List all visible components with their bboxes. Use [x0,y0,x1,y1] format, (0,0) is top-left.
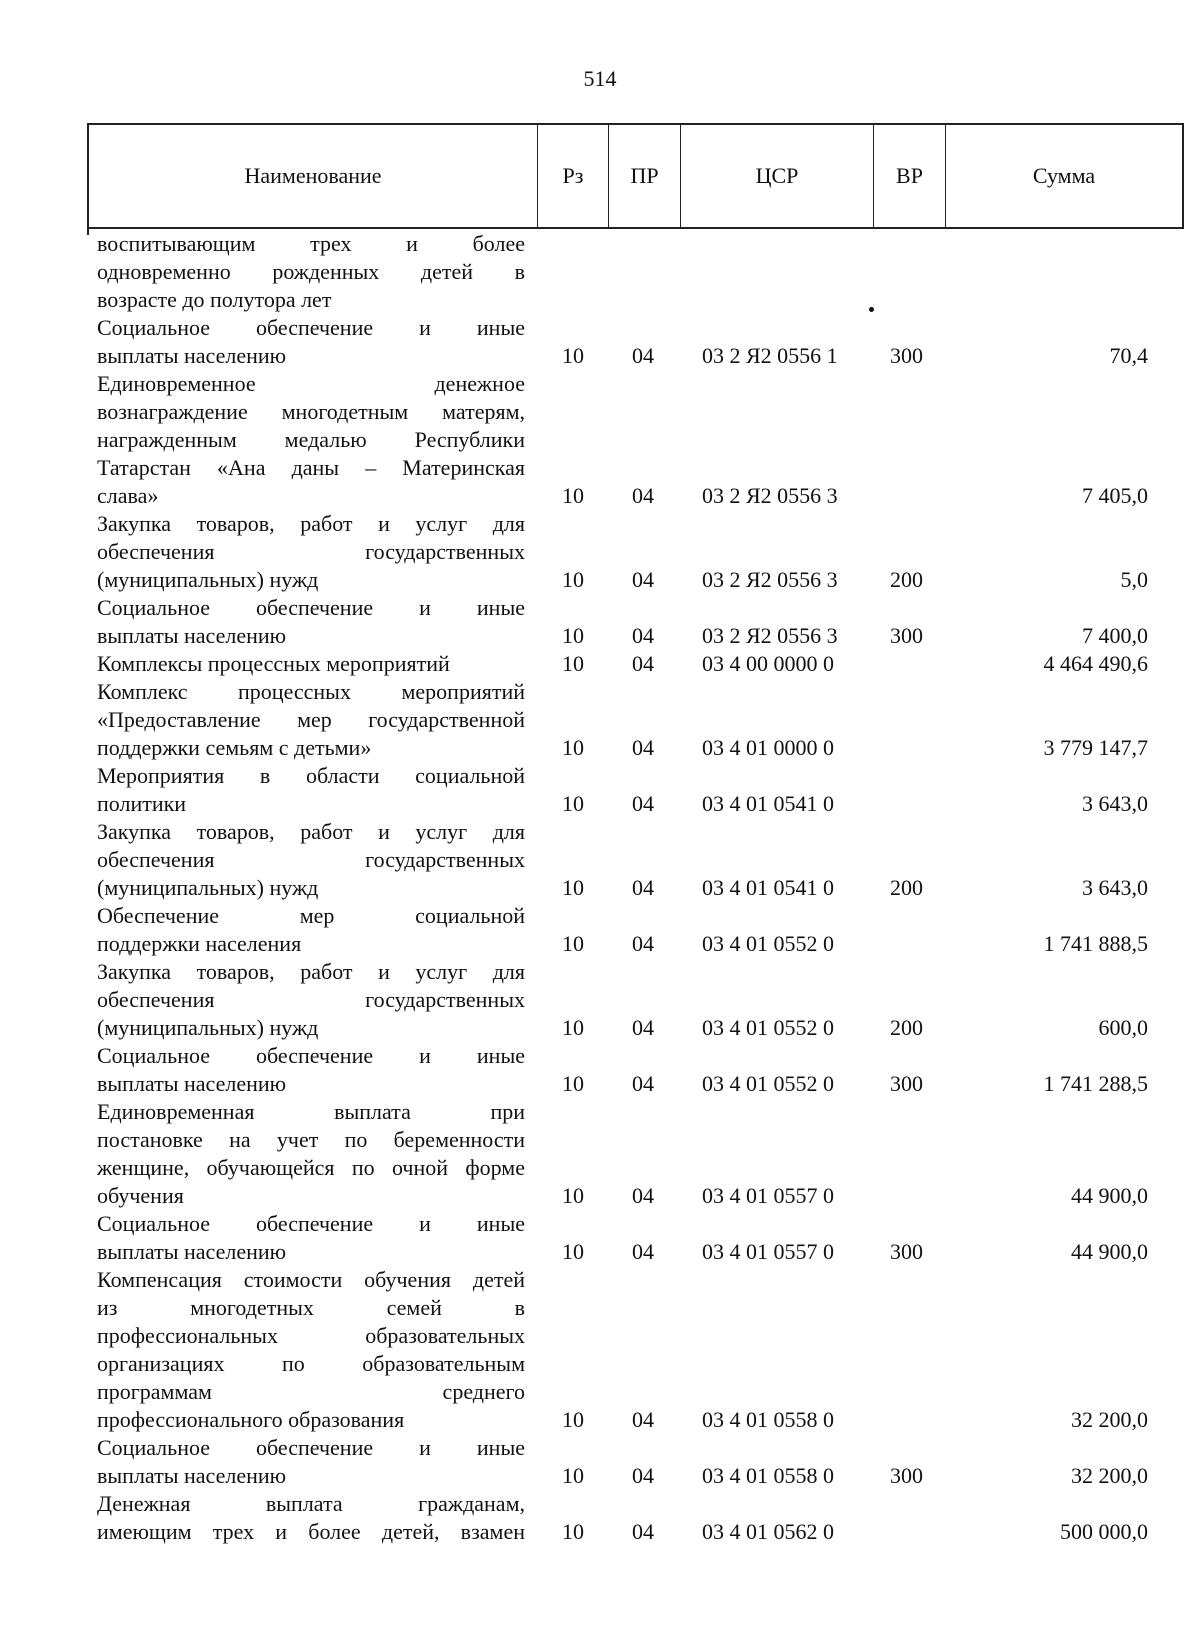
cell-pr: 04 [632,567,654,592]
row-name-line: женщине, обучающейся по очной форме [97,1155,525,1180]
cell-pr: 04 [632,1015,654,1040]
row-name-line: выплаты населению [97,343,287,368]
row-name [97,1266,525,1434]
cell-csr: 03 2 Я2 0556 3 [702,483,838,508]
row-name-line: поддержки семьям с детьми» [97,735,372,760]
row-name [97,1210,525,1266]
row-name-line: обеспечения государственных [97,539,525,564]
table-row [0,1434,1200,1490]
cell-rz: 10 [562,651,584,676]
table-row [0,314,1200,370]
cell-sum: 600,0 [1098,1015,1148,1040]
cell-pr: 04 [632,651,654,676]
row-name-line: постановке на учет по беременности [97,1127,525,1152]
cell-sum: 44 900,0 [1071,1239,1148,1264]
cell-vr: 300 [890,623,923,648]
cell-sum: 32 200,0 [1071,1407,1148,1432]
cell-pr: 04 [632,735,654,760]
cell-sum: 70,4 [1109,343,1148,368]
row-name-line: выплаты населению [97,1463,287,1488]
row-name [97,762,525,818]
row-name [97,958,525,1042]
row-name-line: возрасте до полутора лет [97,287,332,312]
cell-sum: 4 464 490,6 [1043,651,1148,676]
cell-pr: 04 [632,791,654,816]
cell-sum: 7 400,0 [1082,623,1148,648]
row-name [97,650,525,678]
row-name-line: профессионального образования [97,1407,405,1432]
cell-pr: 04 [632,1463,654,1488]
row-name [97,1098,525,1210]
header-rz: Рз [538,125,609,227]
cell-pr: 04 [632,875,654,900]
row-name-line: Мероприятия в области социальной [97,763,525,788]
row-name-line: выплаты населению [97,623,287,648]
header-pr: ПР [609,125,681,227]
row-name [97,902,525,958]
row-name-line: Закупка товаров, работ и услуг для [97,819,525,844]
cell-rz: 10 [562,875,584,900]
cell-csr: 03 2 Я2 0556 1 [702,343,838,368]
table-row [0,818,1200,902]
header-vr: ВР [874,125,946,227]
cell-sum: 3 643,0 [1082,875,1148,900]
cell-rz: 10 [562,931,584,956]
cell-rz: 10 [562,343,584,368]
page-number: 514 [583,66,617,91]
row-name-line: Закупка товаров, работ и услуг для [97,959,525,984]
row-name-line: (муниципальных) нужд [97,1015,319,1040]
row-name [97,818,525,902]
cell-csr: 03 4 01 0552 0 [702,931,834,956]
table-row [0,510,1200,594]
row-name-line: организациях по образовательным [97,1351,525,1376]
row-name-line: обучения [97,1183,184,1208]
cell-csr: 03 4 01 0562 0 [702,1519,834,1544]
cell-csr: 03 4 01 0558 0 [702,1463,834,1488]
cell-pr: 04 [632,1239,654,1264]
cell-vr: 300 [890,1463,923,1488]
row-name-line: Социальное обеспечение и иные [97,1435,525,1460]
table-row [0,1490,1200,1546]
cell-csr: 03 4 01 0558 0 [702,1407,834,1432]
header-sum: Сумма [1032,163,1096,188]
cell-pr: 04 [632,1071,654,1096]
table-row [0,230,1200,314]
row-name [97,230,525,314]
row-name-line: программам среднего [97,1379,525,1404]
cell-rz: 10 [562,483,584,508]
cell-csr: 03 4 01 0552 0 [702,1015,834,1040]
row-name-line: профессиональных образовательных [97,1323,525,1348]
row-name-line: Единовременная выплата при [97,1099,525,1124]
cell-sum: 1 741 888,5 [1043,931,1148,956]
cell-pr: 04 [632,1407,654,1432]
cell-pr: 04 [632,343,654,368]
cell-vr: 300 [890,1239,923,1264]
table-row [0,1266,1200,1434]
cell-rz: 10 [562,1463,584,1488]
cell-sum: 44 900,0 [1071,1183,1148,1208]
row-name [97,510,525,594]
row-name-line: Обеспечение мер социальной [97,903,525,928]
row-name-line: (муниципальных) нужд [97,567,319,592]
table-row [0,958,1200,1042]
row-name-line: «Предоставление мер государственной [97,707,525,732]
row-name-line: из многодетных семей в [97,1295,525,1320]
cell-rz: 10 [562,1519,584,1544]
row-name-line: Социальное обеспечение и иные [97,1211,525,1236]
header-name: Наименование [89,125,538,227]
row-name-line: выплаты населению [97,1071,287,1096]
cell-csr: 03 4 01 0000 0 [702,735,834,760]
cell-csr: 03 4 01 0541 0 [702,791,834,816]
cell-rz: 10 [562,1015,584,1040]
row-name-line: вознаграждение многодетным матерям, [97,399,525,424]
cell-csr: 03 4 01 0557 0 [702,1183,834,1208]
cell-vr: 300 [890,1071,923,1096]
cell-csr: 03 2 Я2 0556 3 [702,623,838,648]
cell-csr: 03 4 01 0557 0 [702,1239,834,1264]
row-name-line: (муниципальных) нужд [97,875,319,900]
cell-rz: 10 [562,1407,584,1432]
table-row [0,650,1200,678]
cell-sum: 500 000,0 [1060,1519,1148,1544]
row-name [97,594,525,650]
row-name-line: Комплексы процессных мероприятий [97,651,450,676]
row-name-line: политики [97,791,187,816]
row-name-line: поддержки населения [97,931,302,956]
cell-vr: 200 [890,567,923,592]
cell-sum: 32 200,0 [1071,1463,1148,1488]
cell-csr: 03 4 01 0541 0 [702,875,834,900]
table-row [0,678,1200,762]
row-name [97,1490,525,1546]
table-row [0,594,1200,650]
row-name-line: одновременно рожденных детей в [97,259,525,284]
row-name-line: Денежная выплата гражданам, [97,1491,525,1516]
row-name [97,314,525,370]
table-row [0,1098,1200,1210]
row-name-line: Комплекс процессных мероприятий [97,679,525,704]
cell-rz: 10 [562,1239,584,1264]
cell-sum: 1 741 288,5 [1043,1071,1148,1096]
cell-vr: 200 [890,875,923,900]
cell-rz: 10 [562,1071,584,1096]
row-name-line: Компенсация стоимости обучения детей [97,1267,525,1292]
table-row [0,370,1200,510]
row-name-line: Закупка товаров, работ и услуг для [97,511,525,536]
row-name-line: награжденным медалью Республики [97,427,525,452]
cell-rz: 10 [562,1183,584,1208]
cell-pr: 04 [632,1519,654,1544]
row-name-line: Социальное обеспечение и иные [97,595,525,620]
cell-vr: 200 [890,1015,923,1040]
cell-pr: 04 [632,1183,654,1208]
row-name [97,370,525,510]
row-name-line: имеющим трех и более детей, взамен [97,1519,525,1544]
cell-vr: 300 [890,343,923,368]
cell-pr: 04 [632,931,654,956]
row-name [97,1042,525,1098]
row-name-line: воспитывающим трех и более [97,231,525,256]
table-row [0,762,1200,818]
cell-rz: 10 [562,623,584,648]
row-name-line: обеспечения государственных [97,987,525,1012]
header-csr: ЦСР [681,125,874,227]
cell-sum: 3 643,0 [1082,791,1148,816]
row-name [97,678,525,762]
cell-csr: 03 2 Я2 0556 3 [702,567,838,592]
table-row [0,1210,1200,1266]
cell-csr: 03 4 01 0552 0 [702,1071,834,1096]
cell-sum: 7 405,0 [1082,483,1148,508]
row-name-line: Татарстан «Ана даны – Материнская [97,455,525,480]
table-row [0,1042,1200,1098]
cell-rz: 10 [562,735,584,760]
cell-sum: 3 779 147,7 [1043,735,1148,760]
cell-rz: 10 [562,567,584,592]
row-name-line: слава» [97,483,159,508]
row-name-line: выплаты населению [97,1239,287,1264]
row-name-line: Единовременное денежное [97,371,525,396]
row-name-line: Социальное обеспечение и иные [97,1043,525,1068]
row-name-line: обеспечения государственных [97,847,525,872]
table-header [87,123,1184,229]
table-row [0,902,1200,958]
row-name-line: Социальное обеспечение и иные [97,315,525,340]
row-name [97,1434,525,1490]
cell-rz: 10 [562,791,584,816]
cell-pr: 04 [632,623,654,648]
scan-speck [869,307,874,312]
cell-sum: 5,0 [1120,567,1148,592]
cell-pr: 04 [632,483,654,508]
cell-csr: 03 4 00 0000 0 [702,651,834,676]
